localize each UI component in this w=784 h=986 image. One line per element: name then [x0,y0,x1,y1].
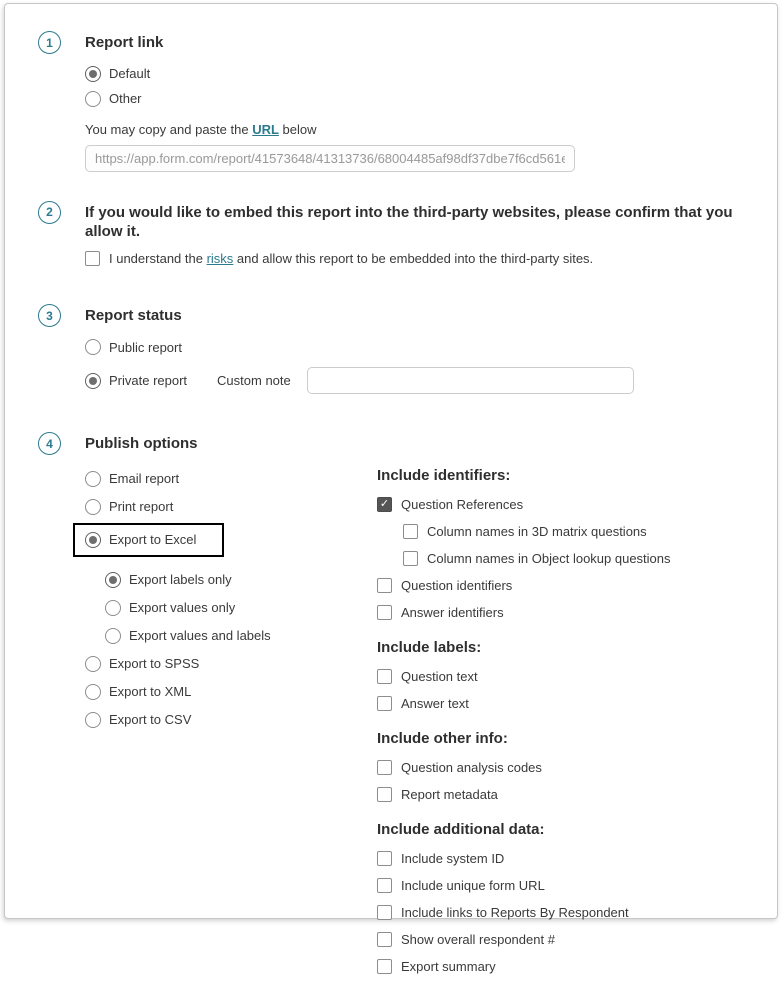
checkbox-row-column-names-object-lookup[interactable] [403,551,747,566]
section-title: Report link [85,34,164,51]
group-heading-include-labels: Include labels: [377,638,482,656]
radio-other[interactable] [85,91,101,107]
checkbox-row-question-references[interactable] [377,497,747,512]
checkbox-answer-identifiers[interactable] [377,605,392,620]
checkbox-label: Answer identifiers [401,604,504,620]
radio-row-other[interactable] [85,91,747,107]
radio-export-labels-only[interactable] [105,572,121,588]
radio-label: Export labels only [129,572,232,588]
radio-row-export-csv[interactable] [85,712,377,728]
radio-label: Export to CSV [109,712,192,728]
checkbox-row-show-overall-respondent[interactable] [377,932,747,947]
checkbox-answer-text[interactable] [377,696,392,711]
checkbox-row-question-identifiers[interactable] [377,578,747,593]
radio-label: Export values only [129,600,236,616]
radio-print-report[interactable] [85,499,101,515]
radio-export-excel[interactable] [85,532,101,548]
risks-text-before: I understand the [109,251,207,267]
checkbox-label: Column names in 3D matrix questions [427,523,647,539]
checkbox-column-names-object-lookup[interactable] [403,551,418,566]
radio-export-spss[interactable] [85,656,101,672]
radio-row-export-values-only[interactable] [105,600,377,616]
checkbox-show-overall-respondent[interactable] [377,932,392,947]
checkbox-row-column-names-3d-matrix[interactable] [403,524,747,539]
radio-label: Public report [109,339,182,355]
radio-row-export-labels-only[interactable] [105,572,377,588]
export-include-settings [377,467,747,986]
section-number-badge: 2 [38,201,61,224]
section-publish-options [38,432,747,986]
publish-options-list [85,467,377,740]
section-embed-confirm [38,201,747,276]
section-report-status [38,304,747,403]
checkbox-label: Answer text [401,695,469,711]
radio-row-export-spss[interactable] [85,656,377,672]
checkbox-row-include-unique-form-url[interactable] [377,878,747,893]
checkbox-label: Include system ID [401,850,505,866]
checkbox-include-unique-form-url[interactable] [377,878,392,893]
checkbox-label: Question text [401,668,478,684]
checkbox-question-identifiers[interactable] [377,578,392,593]
radio-export-csv[interactable] [85,712,101,728]
radio-row-print-report[interactable] [85,499,377,515]
checkbox-include-links-reports-by-respondent[interactable] [377,905,392,920]
checkbox-row-include-links-reports-by-respondent[interactable] [377,905,747,920]
custom-note-label: Custom note [217,373,291,388]
checkbox-row-answer-text[interactable] [377,696,747,711]
checkbox-row-include-system-id[interactable] [377,851,747,866]
risks-link[interactable]: risks [206,251,234,267]
checkbox-question-references[interactable] [377,497,392,512]
checkbox-question-text[interactable] [377,669,392,684]
radio-label: Export values and labels [129,628,271,644]
checkbox-row-question-text[interactable] [377,669,747,684]
section-number-badge: 4 [38,432,61,455]
radio-label: Email report [109,471,180,487]
checkbox-understand-risks[interactable] [85,251,100,266]
radio-label: Other [109,91,142,107]
radio-row-export-xml[interactable] [85,684,377,700]
checkbox-label: Include unique form URL [401,877,545,893]
group-heading-include-additional-data: Include additional data: [377,820,545,838]
checkbox-label: Export summary [401,958,496,974]
radio-label: Export to SPSS [109,656,200,672]
radio-export-xml[interactable] [85,684,101,700]
checkbox-label: Question References [401,496,524,512]
checkbox-export-summary[interactable] [377,959,392,974]
checkbox-row-answer-identifiers[interactable] [377,605,747,620]
radio-label: Export to Excel [109,532,197,548]
checkbox-question-analysis-codes[interactable] [377,760,392,775]
radio-default[interactable] [85,66,101,82]
copy-hint-text: You may copy and paste the [85,121,253,137]
checkbox-label: Include links to Reports By Respondent [401,904,629,920]
radio-public-report[interactable] [85,339,101,355]
custom-note-input[interactable] [307,367,634,394]
report-settings-panel [4,3,778,974]
copy-url-hint [85,122,747,137]
radio-row-private-report[interactable] [85,367,747,394]
report-url-input[interactable] [85,145,575,172]
checkbox-label: Show overall respondent # [401,931,555,947]
checkbox-row-export-summary[interactable] [377,959,747,974]
radio-email-report[interactable] [85,471,101,487]
radio-row-email-report[interactable] [85,471,377,487]
checkbox-row-report-metadata[interactable] [377,787,747,802]
risks-text-after: and allow this report to be embedded into the third-party sites. [233,251,594,267]
checkbox-column-names-3d-matrix[interactable] [403,524,418,539]
radio-label: Export to XML [109,684,192,700]
checkbox-label: Question analysis codes [401,759,542,775]
radio-row-default[interactable] [85,66,747,82]
checkbox-label: Column names in Object lookup questions [427,550,671,566]
section-title: Report status [85,307,182,325]
checkbox-row-understand-risks[interactable] [85,251,747,266]
section-number-badge: 3 [38,304,61,327]
checkbox-report-metadata[interactable] [377,787,392,802]
copy-hint-text-after: below [278,121,317,137]
radio-label: Default [109,66,151,82]
radio-row-public-report[interactable] [85,339,747,355]
group-heading-include-identifiers: Include identifiers: [377,466,511,484]
section-report-link [38,31,747,172]
export-excel-highlight-box [73,523,224,557]
group-heading-include-other-info: Include other info: [377,729,508,747]
section-number-badge: 1 [38,31,61,54]
radio-export-values-only[interactable] [105,600,121,616]
radio-export-values-and-labels[interactable] [105,628,121,644]
radio-label: Print report [109,499,174,515]
checkbox-include-system-id[interactable] [377,851,392,866]
radio-row-export-values-and-labels[interactable] [105,628,377,644]
radio-label: Private report [109,373,188,388]
radio-row-export-excel[interactable] [85,527,377,560]
radio-private-report[interactable] [85,373,101,389]
checkbox-row-question-analysis-codes[interactable] [377,760,747,775]
section-title: If you would like to embed this report into the third-party websites, please confirm that you allow it. [85,203,733,240]
checkbox-label [109,251,593,266]
url-link[interactable]: URL [252,121,279,137]
checkbox-label: Report metadata [401,786,498,802]
section-title: Publish options [85,435,198,452]
checkbox-label: Question identifiers [401,577,513,593]
